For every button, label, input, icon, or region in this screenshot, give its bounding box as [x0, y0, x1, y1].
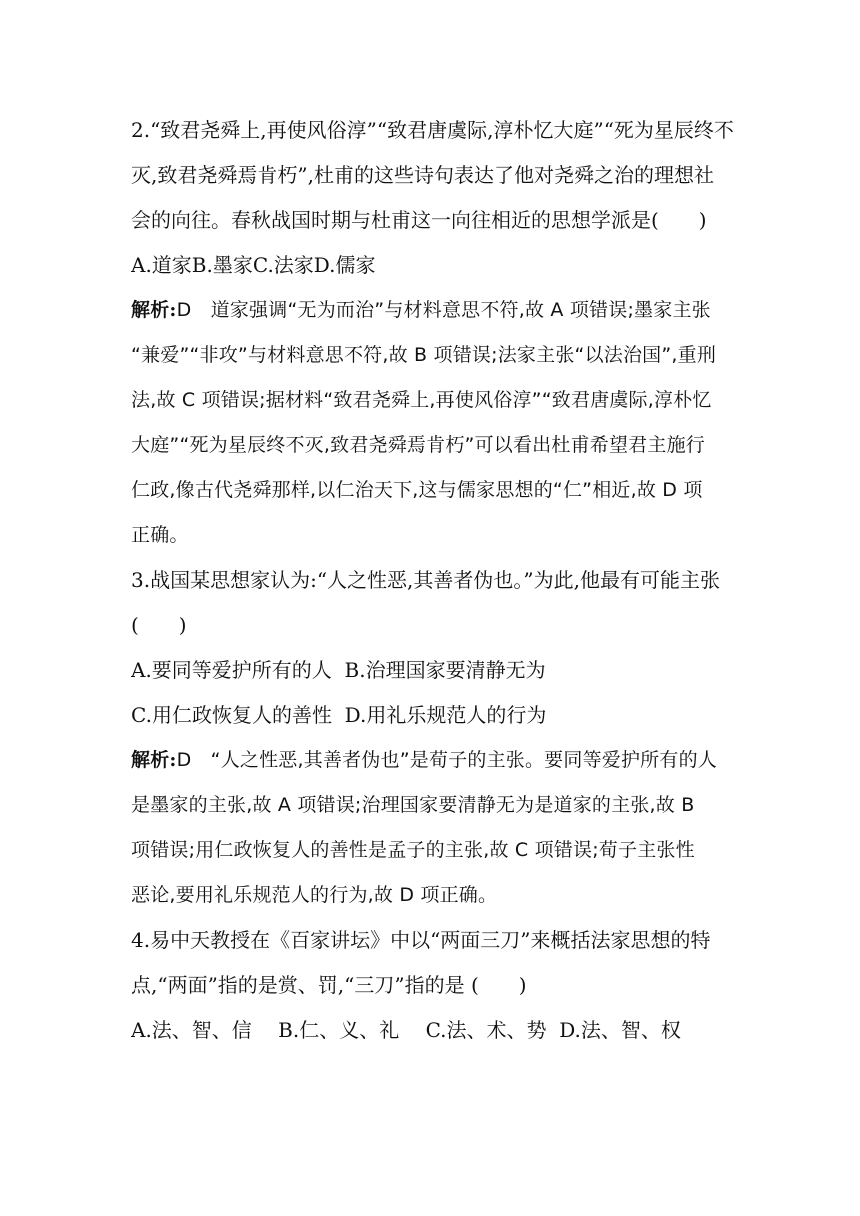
- question-stem-line: 2.“致君尧舜上,再使风俗淳”“致君唐虞际,淳朴忆大庭”“死为星辰终不: [131, 118, 734, 142]
- question-options: C.用仁政恢复人的善性 D.用礼乐规范人的行为: [131, 703, 547, 727]
- question-stem-line: 灭,致君尧舜焉肯朽”,杜甫的这些诗句表达了他对尧舜之治的理想社: [131, 163, 714, 187]
- question-options: A.法、智、信 B.仁、义、礼 C.法、术、势 D.法、智、权: [131, 1018, 681, 1042]
- question-stem-line: 点,“两面”指的是赏、罚,“三刀”指的是 ( ): [131, 973, 527, 997]
- analysis-line: [131, 738, 736, 783]
- analysis-line: “兼爱”“非攻”与材料意思不符,故 B 项错误;法家主张“以法治国”,重刑: [131, 344, 717, 366]
- analysis-line: 恶论,要用礼乐规范人的行为,故 D 项正确。: [131, 884, 498, 906]
- analysis-line: [131, 288, 736, 333]
- analysis-line: 大庭”“死为星辰终不灭,致君尧舜焉肯朽”可以看出杜甫希望君主施行: [131, 434, 705, 456]
- question-3: [131, 558, 736, 918]
- question-options: A.要同等爱护所有的人 B.治理国家要清静无为: [131, 658, 546, 682]
- document-page: [131, 108, 736, 1053]
- analysis-label: 解析:: [131, 749, 177, 771]
- analysis-line: 正确。: [131, 524, 189, 546]
- question-stem-line: 3.战国某思想家认为:“人之性恶,其善者伪也。”为此,他最有可能主张: [131, 568, 720, 592]
- question-stem-line: ( ): [131, 613, 187, 637]
- question-2: [131, 108, 736, 558]
- analysis-line: 是墨家的主张,故 A 项错误;治理国家要清静无为是道家的主张,故 B: [131, 794, 695, 816]
- analysis-text: D 道家强调“无为而治”与材料意思不符,故 A 项错误;墨家主张: [176, 299, 711, 321]
- analysis-text: D “人之性恶,其善者伪也”是荀子的主张。要同等爱护所有的人: [176, 749, 717, 771]
- question-4: [131, 918, 736, 1053]
- question-stem-line: 4.易中天教授在《百家讲坛》中以“两面三刀”来概括法家思想的特: [131, 928, 711, 952]
- question-options: A.道家B.墨家C.法家D.儒家: [131, 253, 376, 277]
- analysis-line: 法,故 C 项错误;据材料“致君尧舜上,再使风俗淳”“致君唐虞际,淳朴忆: [131, 389, 712, 411]
- question-stem-line: 会的向往。春秋战国时期与杜甫这一向往相近的思想学派是( ): [131, 208, 707, 232]
- analysis-line: 仁政,像古代尧舜那样,以仁治天下,这与儒家思想的“仁”相近,故 D 项: [131, 479, 703, 501]
- analysis-label: 解析:: [131, 299, 177, 321]
- analysis-line: 项错误;用仁政恢复人的善性是孟子的主张,故 C 项错误;荀子主张性: [131, 839, 695, 861]
